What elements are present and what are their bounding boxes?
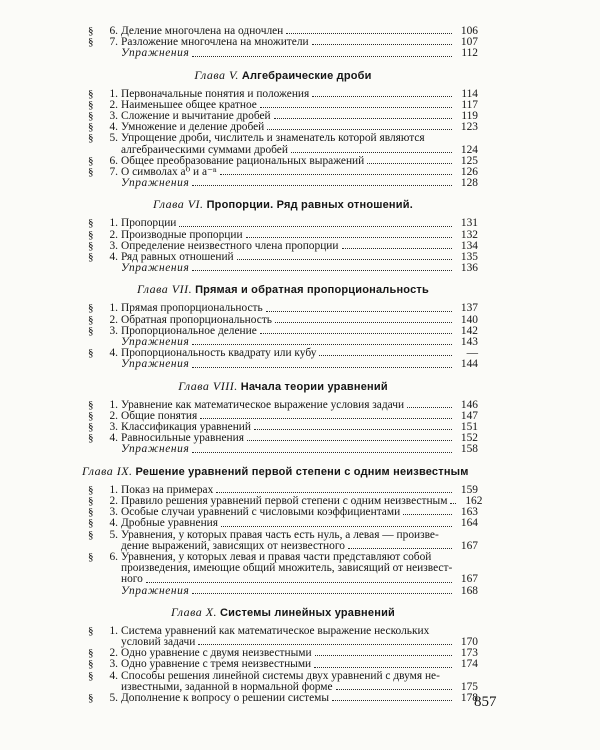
- entry-text: Уравнение как математическое выражение условия задачи: [121, 398, 405, 411]
- entry-text: Одно уравнение с двумя неизвестными: [121, 647, 312, 660]
- entry-text-cell: [121, 359, 478, 370]
- toc-entry: [88, 133, 478, 155]
- page-ref: —: [466, 347, 478, 360]
- page-ref: 117: [461, 98, 478, 111]
- page-ref: 135: [460, 251, 478, 264]
- entry-text: Особые случаи уравнений с числовыми коэффициентами: [121, 506, 401, 519]
- dot-leader: [403, 514, 452, 515]
- dot-leader: [275, 322, 452, 323]
- section-sign: §: [88, 624, 94, 637]
- section-number: 3.: [109, 506, 118, 519]
- section-sign: §: [88, 669, 94, 682]
- dot-leader: [179, 226, 452, 227]
- chapter-title: Решение уравнений первой степени с одним неизвестным: [135, 465, 469, 478]
- exercises-label: Упражнения: [121, 47, 190, 60]
- dot-leader: [348, 548, 452, 549]
- section-sign: §: [88, 25, 94, 37]
- entry-text: условий задачи: [121, 635, 196, 648]
- exercises-label: Упражнения: [121, 262, 190, 275]
- entry-text: Сложение и вычитание дробей: [121, 110, 271, 123]
- exercises-entry: [88, 359, 478, 370]
- section-number: 4.: [109, 347, 118, 360]
- toc-entry: [88, 659, 478, 670]
- entry-text-cell: [121, 552, 478, 586]
- entry-text: Общие понятия: [121, 409, 198, 422]
- entry-line: [121, 444, 478, 455]
- entry-text-line: Упрощение дроби, числитель и знаменатель которой являются: [121, 132, 425, 145]
- page-ref: 152: [460, 432, 478, 445]
- page-ref: 140: [460, 313, 478, 326]
- entry-text: Умножение и деление дробей: [121, 121, 265, 134]
- exercises-label: Упражнения: [121, 336, 190, 349]
- entry-text: Деление многочлена на одночлен: [121, 25, 284, 37]
- toc-entry: [88, 552, 478, 586]
- dot-leader: [192, 367, 452, 368]
- entry-line: [121, 359, 478, 370]
- dot-leader: [254, 429, 452, 430]
- section-sign: §: [88, 494, 94, 507]
- page-ref: 132: [460, 228, 478, 241]
- toc-entry: [88, 530, 478, 552]
- toc-entry: [88, 218, 478, 229]
- dot-leader: [367, 163, 452, 164]
- section-sign: §: [88, 691, 94, 704]
- dot-leader: [267, 129, 452, 130]
- page-ref: 173: [460, 647, 478, 660]
- section-sign: §: [88, 517, 94, 530]
- entry-text: ного: [121, 573, 143, 586]
- entry-text: алгебраическими суммами дробей: [121, 143, 288, 156]
- chapter-heading: [88, 69, 478, 83]
- chapter-title: Прямая и обратная пропорциональность: [195, 284, 429, 297]
- page-ref: 124: [460, 143, 478, 156]
- page-ref: 163: [460, 506, 478, 519]
- dot-leader: [216, 492, 452, 493]
- section-sign: §: [88, 421, 94, 434]
- page-ref: 147: [460, 409, 478, 422]
- exercises-label: Упражнения: [121, 177, 190, 190]
- section-sign: §: [88, 166, 94, 179]
- page-ref: 128: [460, 177, 478, 190]
- dot-leader: [192, 593, 452, 594]
- entry-text: Пропорциональное деление: [121, 324, 257, 337]
- section-sign: §: [88, 154, 94, 167]
- dot-leader: [336, 689, 452, 690]
- toc-entry: [88, 671, 478, 693]
- section-number: 6.: [109, 154, 118, 167]
- section-sign: §: [88, 217, 94, 230]
- entry-text-cell: [121, 133, 478, 155]
- page-ref: 168: [460, 584, 478, 597]
- section-number: 1.: [109, 483, 118, 496]
- chapter-title: Начала теории уравнений: [240, 380, 388, 393]
- page-ref: 162: [465, 494, 483, 507]
- section-sign: §: [88, 121, 94, 134]
- section-number: 3.: [109, 658, 118, 671]
- entry-text: О символах a⁰ и a⁻ⁿ: [121, 166, 217, 179]
- entry-text: Равносильные уравнения: [121, 432, 244, 445]
- entry-text-cell: [121, 263, 478, 274]
- dot-leader: [312, 44, 452, 45]
- chapter-heading: [88, 198, 478, 212]
- section-sign: §: [88, 550, 94, 563]
- page-ref: 114: [461, 87, 478, 100]
- section-sign: §: [88, 432, 94, 445]
- exercises-entry: [88, 178, 478, 189]
- page-ref: 125: [460, 154, 478, 167]
- entry-line: [121, 263, 478, 274]
- section-number: 4.: [109, 669, 118, 682]
- section-number: 7.: [109, 166, 118, 179]
- dot-leader: [274, 118, 452, 119]
- exercises-entry: [88, 586, 478, 597]
- entry-text: Наименьшее общее кратное: [121, 98, 257, 111]
- page-ref: 123: [460, 121, 478, 134]
- page-number: 857: [474, 694, 497, 710]
- entry-text-cell: [121, 626, 478, 648]
- section-number: 5.: [109, 691, 118, 704]
- section-sign: §: [88, 324, 94, 337]
- dot-leader: [247, 440, 452, 441]
- page-ref: 158: [460, 443, 478, 456]
- entry-text: дение выражений, зависящих от неизвестного: [121, 539, 345, 552]
- section-number: 3.: [109, 110, 118, 123]
- entry-text: Правило решения уравнений первой степени с одним неизвестным: [121, 494, 448, 507]
- section-number: 2.: [109, 409, 118, 422]
- entry-text: известными, заданной в нормальной форме: [121, 680, 333, 693]
- section-sign: §: [88, 313, 94, 326]
- exercises-entry: [88, 263, 478, 274]
- dot-leader: [192, 452, 452, 453]
- entry-line: [121, 303, 478, 314]
- entry-text: Первоначальные понятия и положения: [121, 87, 310, 100]
- toc-entry: [88, 303, 478, 314]
- page-ref: 119: [461, 110, 478, 123]
- entry-text: Обратная пропорциональность: [121, 313, 272, 326]
- section-sign: §: [88, 110, 94, 123]
- dot-leader: [260, 107, 452, 108]
- page-ref: 134: [460, 239, 478, 252]
- entry-text: Одно уравнение с тремя неизвестными: [121, 658, 312, 671]
- section-number: 2.: [109, 228, 118, 241]
- entry-text-cell: [121, 586, 478, 597]
- chapter-label: Глава VII.: [137, 282, 193, 297]
- page-ref: 143: [460, 336, 478, 349]
- dot-leader: [286, 33, 452, 34]
- entry-line: [121, 693, 478, 704]
- section-number: 1.: [109, 624, 118, 637]
- section-sign: §: [88, 506, 94, 519]
- dot-leader: [332, 700, 452, 701]
- page-ref: 175: [460, 680, 478, 693]
- dot-leader: [314, 667, 452, 668]
- entry-text-cell: [121, 48, 478, 59]
- entry-text-line: Способы решения линейной системы двух уравнений с двумя не-: [121, 669, 440, 682]
- dot-leader: [198, 644, 452, 645]
- dot-leader: [315, 655, 452, 656]
- section-sign: §: [88, 409, 94, 422]
- section-number: 6.: [109, 25, 118, 37]
- section-number: 1.: [109, 302, 118, 315]
- entry-text-cell: [121, 218, 478, 229]
- toc-entry: [88, 518, 478, 529]
- page-ref: 107: [460, 36, 478, 49]
- section-number: 2.: [109, 494, 118, 507]
- section-number: 5.: [109, 528, 118, 541]
- page-ref: 106: [460, 25, 478, 37]
- section-number: 6.: [109, 550, 118, 563]
- section-number: 2.: [109, 313, 118, 326]
- section-sign: §: [88, 302, 94, 315]
- page-ref: 174: [460, 658, 478, 671]
- page-ref: 167: [460, 539, 478, 552]
- entry-text: Показ на примерах: [121, 483, 214, 496]
- entry-text-line: Система уравнений как математическое выражение нескольких: [121, 624, 430, 637]
- page-ref: 112: [461, 47, 478, 60]
- section-sign: §: [88, 36, 94, 49]
- entry-line: [121, 218, 478, 229]
- dot-leader: [312, 96, 452, 97]
- table-of-contents: [82, 25, 483, 704]
- section-number: 4.: [109, 432, 118, 445]
- dot-leader: [220, 174, 452, 175]
- chapter-heading: [88, 606, 478, 620]
- entry-text-cell: [121, 659, 478, 670]
- dot-leader: [200, 418, 452, 419]
- dot-leader: [192, 185, 452, 186]
- entry-text-line: произведения, имеющие общий множитель, зависящий от неизвест-: [121, 562, 453, 575]
- chapter-heading: [88, 380, 478, 394]
- page-ref: 164: [460, 517, 478, 530]
- dot-leader: [407, 407, 452, 408]
- entry-text: Разложение многочлена на множители: [121, 36, 309, 49]
- chapter-label: Глава V.: [194, 67, 239, 82]
- chapter-label: Глава X.: [171, 604, 218, 619]
- dot-leader: [266, 311, 452, 312]
- section-sign: §: [88, 98, 94, 111]
- section-number: 3.: [109, 421, 118, 434]
- entry-text: Определение неизвестного члена пропорции: [121, 239, 339, 252]
- section-sign: §: [88, 347, 94, 360]
- chapter-title: Алгебраические дроби: [241, 69, 372, 82]
- exercises-label: Упражнения: [121, 443, 190, 456]
- entry-text: Дробные уравнения: [121, 517, 219, 530]
- section-number: 3.: [109, 239, 118, 252]
- section-number: 2.: [109, 647, 118, 660]
- entry-text: Пропорциональность квадрату или кубу: [121, 347, 317, 360]
- dot-leader: [246, 237, 452, 238]
- exercises-label: Упражнения: [121, 358, 190, 371]
- section-sign: §: [88, 647, 94, 660]
- page-ref: 131: [460, 217, 478, 230]
- dot-leader: [192, 270, 452, 271]
- section-sign: §: [88, 228, 94, 241]
- page-ref: 159: [460, 483, 478, 496]
- section-sign: §: [88, 483, 94, 496]
- dot-leader: [319, 355, 452, 356]
- exercises-entry: [88, 48, 478, 59]
- chapter-title: Системы линейных уравнений: [220, 606, 395, 619]
- entry-text-cell: [121, 518, 478, 529]
- entry-text: Ряд равных отношений: [121, 251, 234, 264]
- dot-leader: [342, 248, 453, 249]
- chapter-label: Глава IX.: [82, 463, 133, 478]
- entry-text: Общее преобразование рациональных выражений: [121, 154, 365, 167]
- dot-leader: [237, 259, 452, 260]
- entry-line: [121, 48, 478, 59]
- chapter-heading: [88, 283, 478, 297]
- page-ref: 167: [460, 573, 478, 586]
- page-ref: 126: [460, 166, 478, 179]
- section-sign: §: [88, 658, 94, 671]
- entry-line: [121, 659, 478, 670]
- dot-leader: [291, 152, 452, 153]
- section-sign: §: [88, 251, 94, 264]
- entry-text-cell: [121, 178, 478, 189]
- page-ref: 178: [460, 691, 478, 704]
- section-number: 7.: [109, 36, 118, 49]
- entry-text-cell: [121, 693, 478, 704]
- page-ref: 146: [460, 398, 478, 411]
- page-ref: 136: [460, 262, 478, 275]
- chapter-label: Глава VI.: [153, 197, 204, 212]
- entry-text-cell: [121, 671, 478, 693]
- entry-text: Прямая пропорциональность: [121, 302, 263, 315]
- page-ref: 137: [460, 302, 478, 315]
- entry-text-cell: [121, 444, 478, 455]
- exercises-entry: [88, 444, 478, 455]
- section-sign: §: [88, 239, 94, 252]
- section-number: 4.: [109, 517, 118, 530]
- dot-leader: [450, 503, 456, 504]
- chapter-label: Глава VIII.: [178, 378, 238, 393]
- entry-text: Производные пропорции: [121, 228, 243, 241]
- toc-entry: [88, 693, 478, 704]
- entry-line: [121, 586, 478, 597]
- section-sign: §: [88, 87, 94, 100]
- section-sign: §: [88, 132, 94, 145]
- entry-text: Пропорции: [121, 217, 177, 230]
- page-ref: 144: [460, 358, 478, 371]
- dot-leader: [192, 344, 452, 345]
- chapter-heading: [82, 465, 504, 479]
- entry-line: [121, 574, 478, 585]
- dot-leader: [221, 526, 452, 527]
- entry-text: Классификация уравнений: [121, 421, 251, 434]
- section-number: 1.: [109, 398, 118, 411]
- exercises-label: Упражнения: [121, 584, 190, 597]
- toc-entry: [88, 626, 478, 648]
- section-number: 2.: [109, 98, 118, 111]
- entry-text: Дополнение к вопросу о решении системы: [121, 691, 329, 704]
- entry-text-line: Уравнения, у которых левая и правая части представляют собой: [121, 550, 432, 563]
- section-sign: §: [88, 528, 94, 541]
- page-ref: 151: [460, 421, 478, 434]
- entry-text-cell: [121, 303, 478, 314]
- chapter-title: Пропорции. Ряд равных отношений.: [206, 199, 413, 212]
- section-number: 4.: [109, 251, 118, 264]
- entry-text-cell: [121, 530, 478, 552]
- section-number: 5.: [109, 132, 118, 145]
- entry-text-line: Уравнения, у которых правая часть есть нуль, а левая — произве-: [121, 528, 439, 541]
- section-number: 4.: [109, 121, 118, 134]
- dot-leader: [192, 56, 452, 57]
- section-sign: §: [88, 398, 94, 411]
- section-number: 3.: [109, 324, 118, 337]
- entry-line: [121, 518, 478, 529]
- section-number: 1.: [109, 217, 118, 230]
- dot-leader: [146, 582, 452, 583]
- page-ref: 170: [460, 635, 478, 648]
- entry-line: [121, 178, 478, 189]
- section-number: 1.: [109, 87, 118, 100]
- page-ref: 142: [460, 324, 478, 337]
- dot-leader: [260, 333, 452, 334]
